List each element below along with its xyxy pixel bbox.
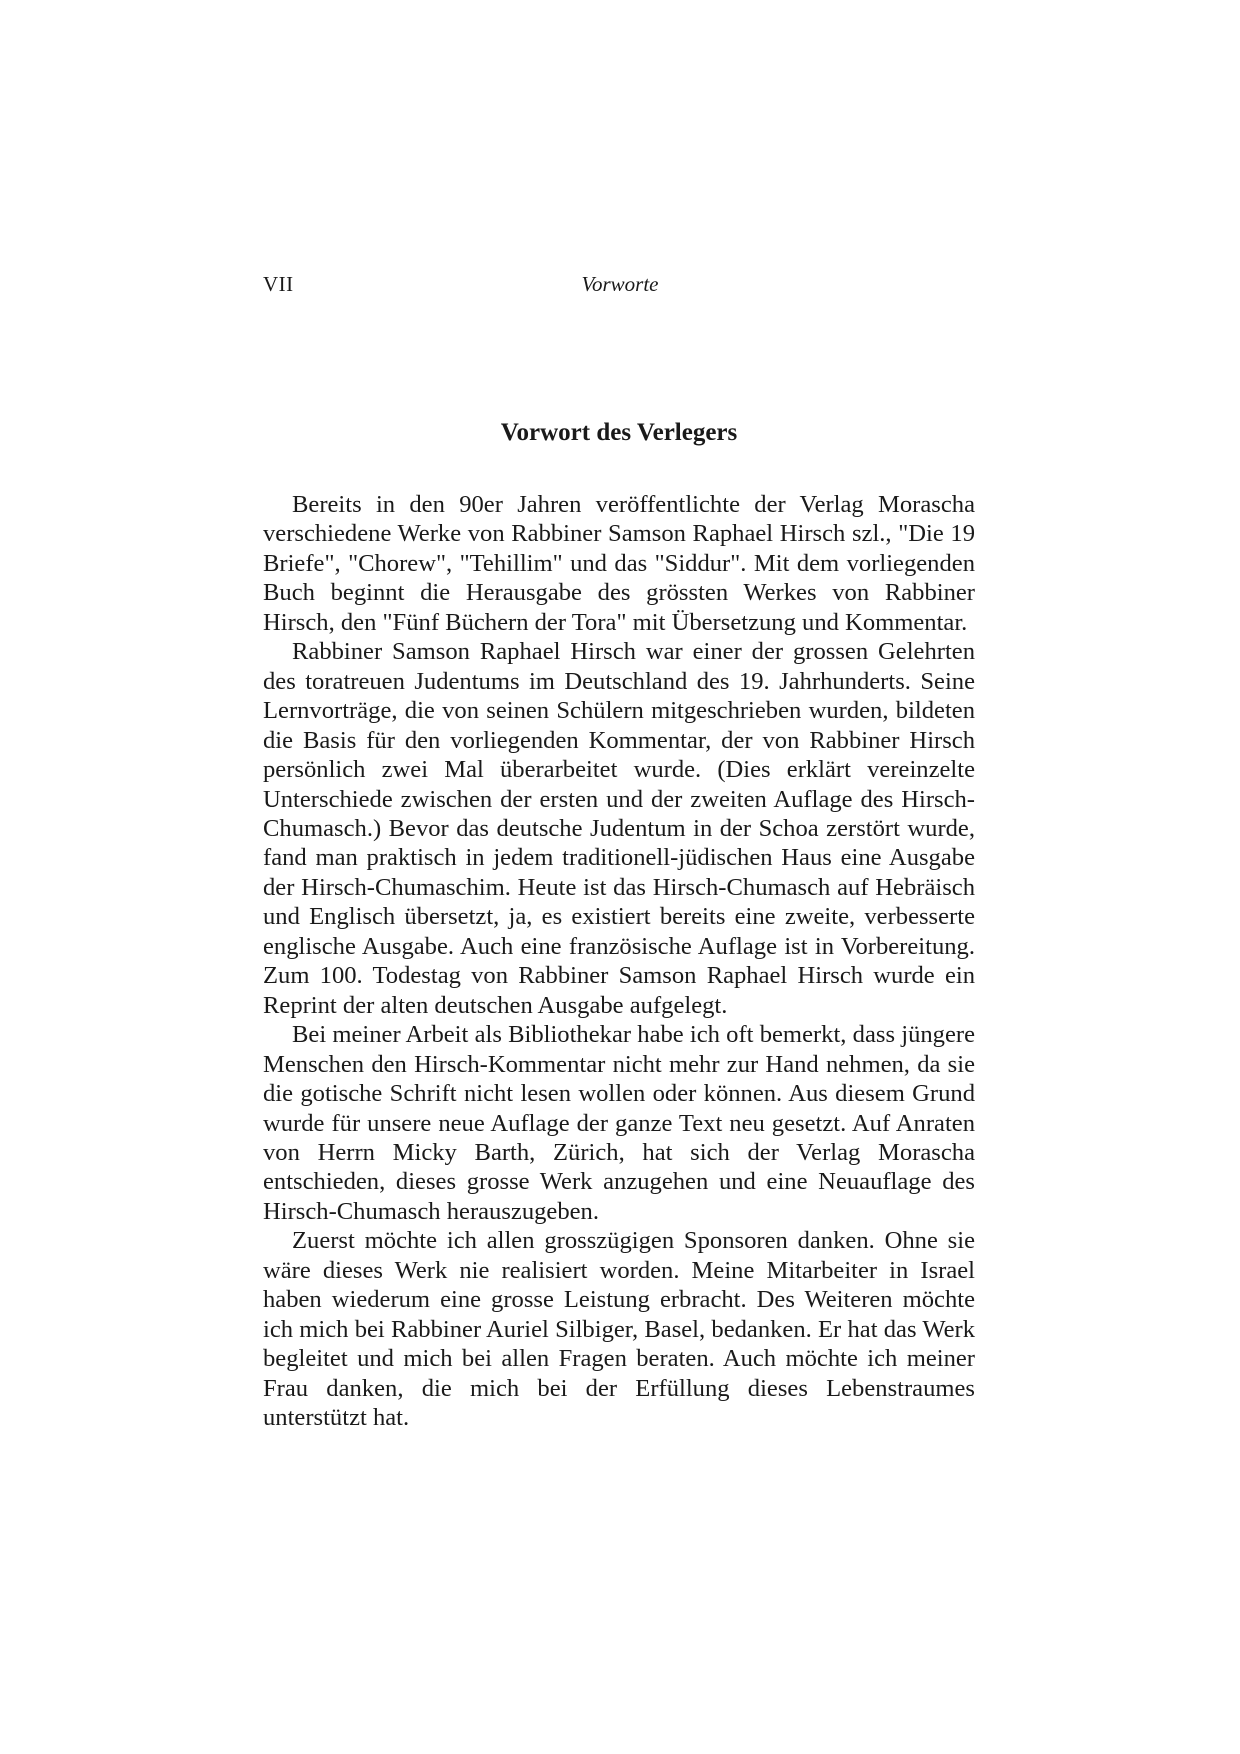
running-head: Vorworte [581, 272, 659, 296]
paragraph: Rabbiner Samson Raphael Hirsch war einer der grossen Gelehrten des toratreuen Judentums im Deutschland des 19. Jahrhunderts. Seine Lernvorträge, die von seinen Schülern mitgeschrieben wurden, bildeten die Basis für den vorliegenden Kommentar, der von Rabbiner Hirsch persönlich zwei Mal überarbeitet wurde. (Dies erklärt vereinzelte Unterschiede zwischen der ersten und der zweiten Auflage des Hirsch-Chumasch.) Bevor das deutsche Judentum in der Schoa zerstört wurde, fand man praktisch in jedem traditionell-jüdischen Haus eine Ausgabe der Hirsch-Chumaschim. Heute ist das Hirsch-Chumasch auf Hebräisch und Englisch übersetzt, ja, es existiert bereits eine zweite, verbesserte englische Ausgabe. Auch eine französische Auflage ist in Vorbereitung. Zum 100. Todestag von Rabbiner Samson Raphael Hirsch wurde ein Reprint der alten deutschen Ausgabe aufgelegt. [263, 638, 975, 1019]
paragraph: Bei meiner Arbeit als Bibliothekar habe ich oft bemerkt, dass jüngere Menschen den Hirsch-Kommentar nicht mehr zur Hand nehmen, da sie die gotische Schrift nicht lesen wollen oder können. Aus diesem Grund wurde für unsere neue Auflage der ganze Text neu gesetzt. Auf Anraten von Herrn Micky Barth, Zürich, hat sich der Verlag Morascha entschieden, dieses grosse Werk anzugehen und eine Neuauflage des Hirsch-Chumasch herauszugeben. [263, 1021, 975, 1225]
page-number: VII [263, 272, 294, 296]
body-text [263, 490, 975, 1433]
paragraph: Bereits in den 90er Jahren veröffentlichte der Verlag Morascha verschiedene Werke von Rabbiner Samson Raphael Hirsch szl., "Die 19 Briefe", "Chorew", "Tehillim" und das "Siddur". Mit dem vorliegenden Buch beginnt die Herausgabe des grössten Werkes von Rabbiner Hirsch, den "Fünf Büchern der Tora" mit Übersetzung und Kommentar. [263, 491, 975, 636]
paragraph: Zuerst möchte ich allen grosszügigen Sponsoren danken. Ohne sie wäre dieses Werk nie realisiert worden. Meine Mitarbeiter in Israel haben wiederum eine grosse Leistung erbracht. Des Weiteren möchte ich mich bei Rabbiner Auriel Silbiger, Basel, bedanken. Er hat das Werk begleitet und mich bei allen Fragen beraten. Auch möchte ich meiner Frau danken, die mich bei der Erfüllung dieses Lebenstraumes unterstützt hat. [263, 1227, 975, 1432]
chapter-title: Vorwort des Verlegers [500, 419, 738, 446]
